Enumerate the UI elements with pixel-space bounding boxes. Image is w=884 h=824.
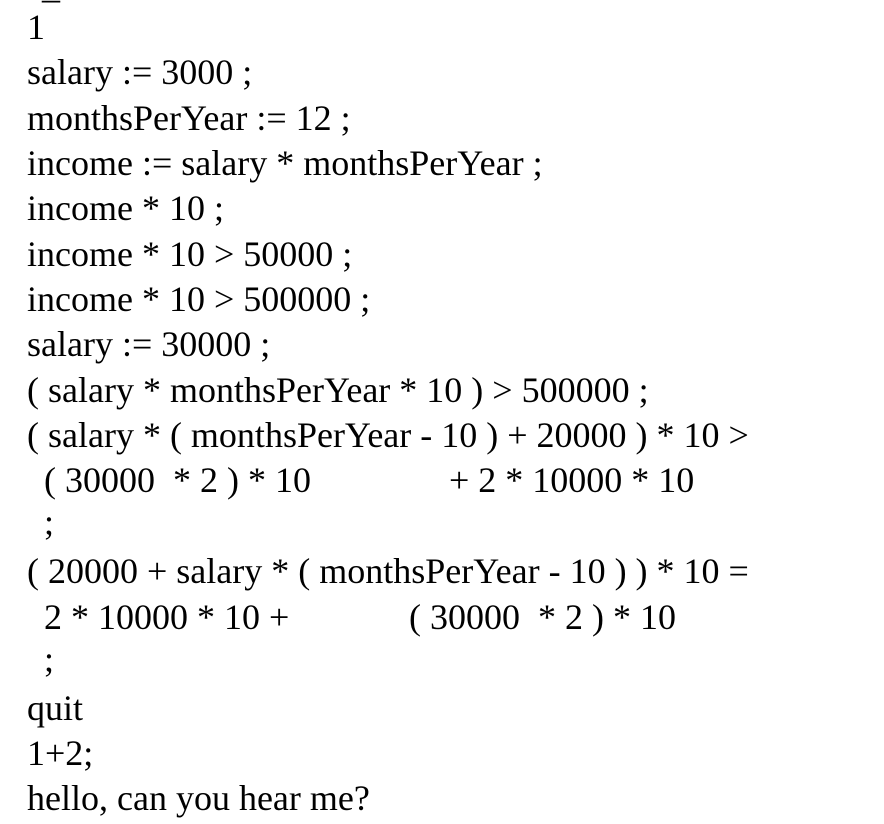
wrapped-line-1-left: ( 30000 * 2 ) * 10	[44, 460, 311, 500]
text-line-9: ( salary * monthsPerYear * 10 ) > 500000 ;	[27, 370, 649, 410]
text-line-6: income * 10 > 50000 ;	[27, 234, 353, 274]
text-line-11: ( 20000 + salary * ( monthsPerYear - 10 ) ) * 10 =	[27, 551, 749, 591]
text-line-10: ( salary * ( monthsPerYear - 10 ) + 20000 ) * 10 >	[27, 415, 749, 455]
text-line-3: monthsPerYear := 12 ;	[27, 98, 351, 138]
wrapped-line-1-right: + 2 * 10000 * 10	[449, 460, 695, 500]
wrapped-line-1	[44, 458, 744, 502]
semicolon-line-2: ;	[44, 639, 55, 679]
wrapped-line-2	[44, 595, 744, 639]
text-line-2: salary := 3000 ;	[27, 52, 253, 92]
text-line-4: income := salary * monthsPerYear ;	[27, 143, 543, 183]
semicolon-line-1: ;	[44, 502, 55, 542]
wrapped-line-2-right: ( 30000 * 2 ) * 10	[409, 597, 676, 637]
text-line-5: income * 10 ;	[27, 188, 224, 228]
text-line-1: 1	[27, 7, 45, 47]
text-line-quit: quit	[27, 688, 84, 728]
text-line-hello: hello, can you hear me?	[27, 778, 370, 818]
wrapped-line-2-left: 2 * 10000 * 10 +	[44, 597, 290, 637]
text-line-8: salary := 30000 ;	[27, 324, 271, 364]
text-line-add: 1+2;	[27, 733, 94, 773]
text-line-7: income * 10 > 500000 ;	[27, 279, 371, 319]
